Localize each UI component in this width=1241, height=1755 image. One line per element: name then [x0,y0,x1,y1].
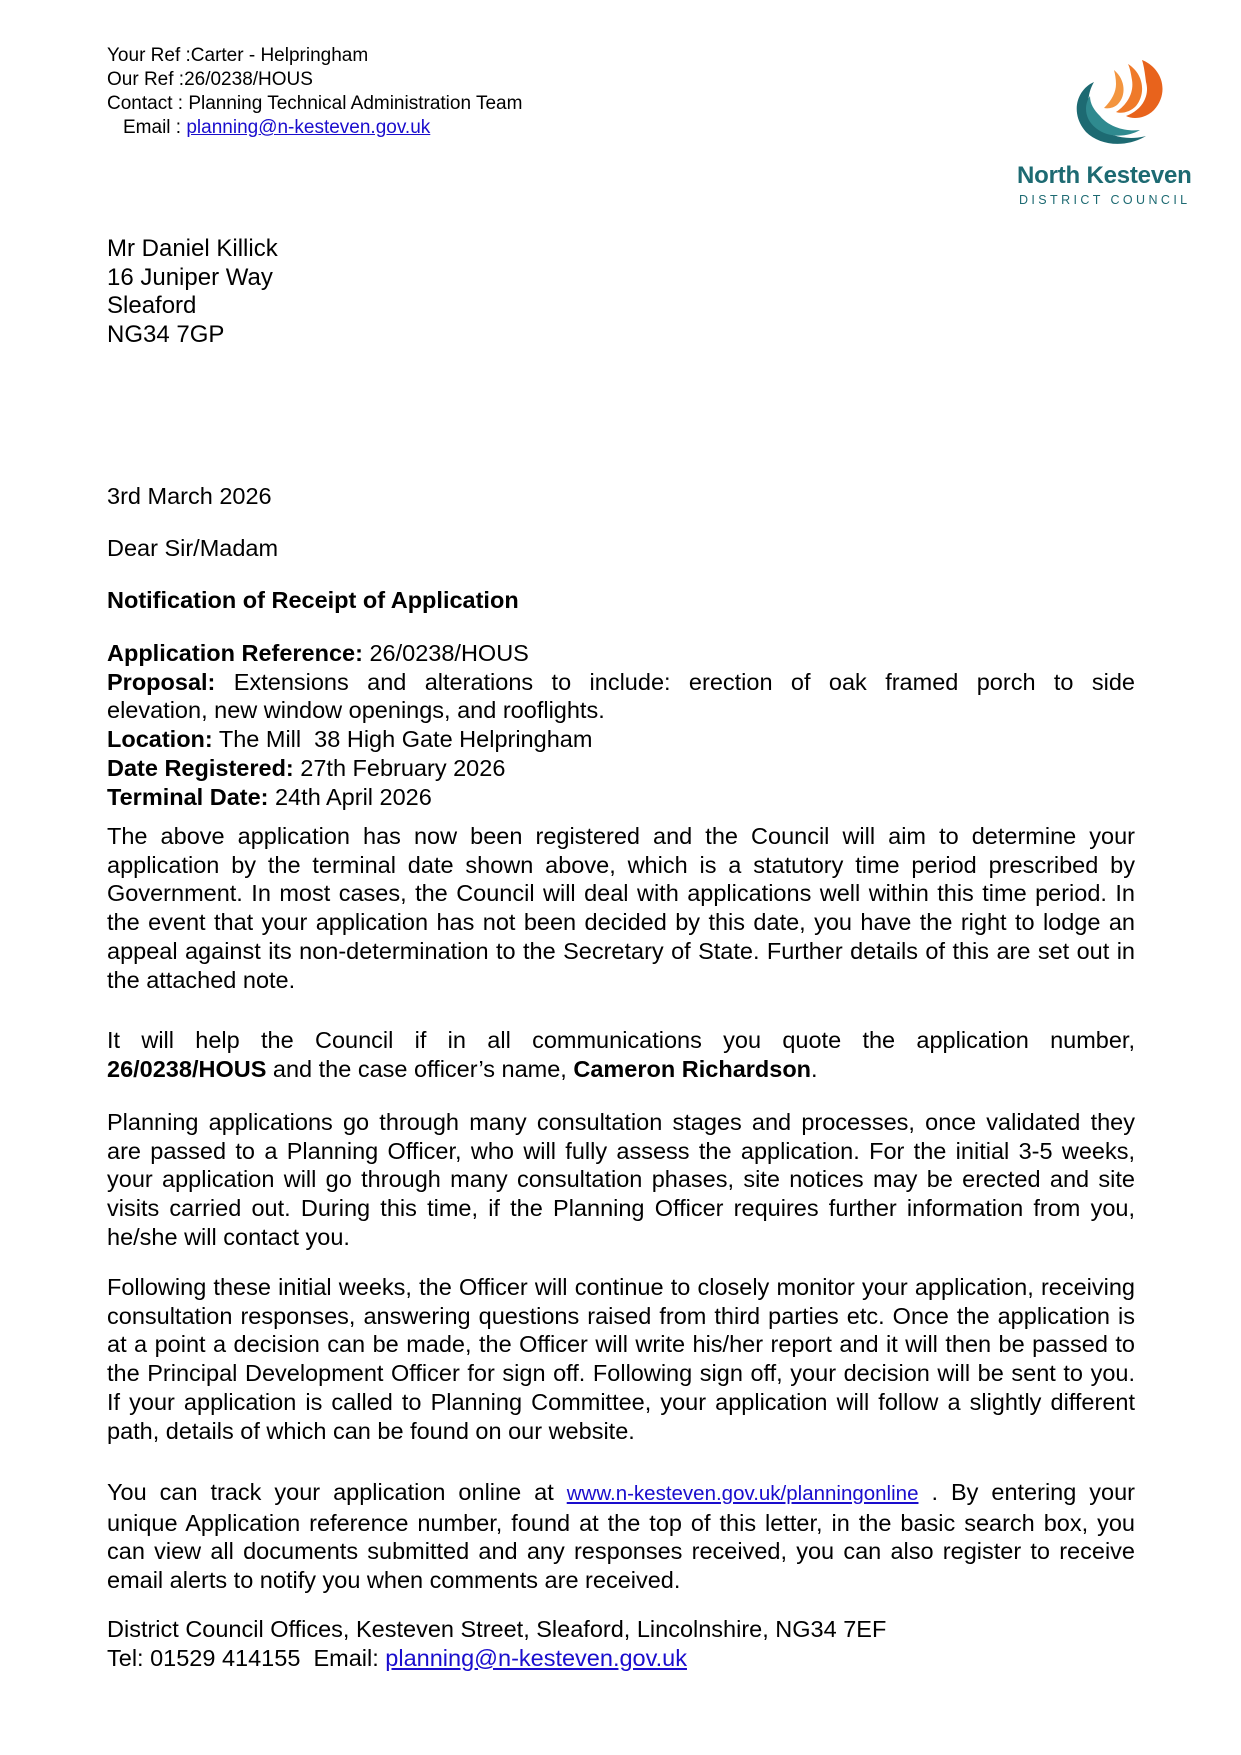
footer-offices: District Council Offices, Kesteven Street, Sleaford, Lincolnshire, NG34 7EF [107,1616,887,1642]
recipient-town: Sleaford [107,292,197,319]
app-ref-row [107,639,1135,668]
recipient-address [107,235,278,349]
paragraph-determination: The above application has now been registered and the Council will aim to determine your application by the terminal date shown above, which is a statutory time period prescribed by Government. In most cases, the Council will deal with applications well within this time period. In the event that your application has not been decided by this date, you have the right to lodge an appeal against its non-determination to the Secretary of State. Further details of this are set out in the attached note. [107,823,1135,993]
registered-value: 27th February 2026 [300,754,506,781]
header-references [107,44,522,140]
track-rest: . By entering your unique Application reference number, found at the top of this letter, in the basic search box, you can view all documents submitted and any responses received, you can also register to receive email alerts to notify you when comments are received. [107,1479,1135,1594]
paragraph-consultation: Planning applications go through many consultation stages and processes, once validated they are passed to a Planning Officer, who will fully assess the application. For the initial 3-5 weeks, your application will go through many consultation phases, site notices may be erected and site visits carried out. During this time, if the Planning Officer requires further information from you, he/she will contact you. [107,1109,1135,1250]
proposal-line1: Extensions and alterations to include: erection of oak framed porch to side [233,668,1136,695]
footer-contact [107,1615,1135,1672]
location-label: Location: [107,726,213,753]
email-label: Email : [123,117,182,138]
recipient-name: Mr Daniel Killick [107,235,278,262]
track-intro: You can track your application online at [107,1479,554,1505]
proposal-label: Proposal: [107,668,216,695]
registered-row [107,754,1135,783]
footer-tel: Tel: 01529 414155 Email: [107,1644,379,1671]
quote-end: . [811,1055,818,1082]
terminal-row [107,783,1135,812]
header-email-link[interactable]: planning@n-kesteven.gov.uk [186,117,431,138]
paragraph-process: Following these initial weeks, the Officer will continue to closely monitor your application, receiving consultation responses, answering questions raised from third parties etc. Once the application is at a point a decision can be made, the Officer will write his/her report and it will then be passed to the Principal Development Officer for sign off. Following sign off, your decision will be sent to you. If your application is called to Planning Committee, your application will follow a slightly different path, details of which can be found on our website. [107,1274,1135,1444]
app-ref-value: 26/0238/HOUS [369,640,529,666]
application-details [107,639,1135,811]
logo-name: North Kesteven [1017,162,1192,189]
planning-online-link[interactable]: www.n-kesteven.gov.uk/planningonline [566,1482,919,1505]
terminal-value: 24th April 2026 [275,783,432,810]
registered-label: Date Registered: [107,754,294,781]
app-ref-label: Application Reference: [107,640,363,666]
logo-subtitle: DISTRICT COUNCIL [1019,193,1191,207]
council-logo [1010,52,1215,212]
quote-app-ref: 26/0238/HOUS [107,1055,267,1082]
recipient-street: 16 Juniper Way [107,263,273,291]
footer-email-link[interactable]: planning@n-kesteven.gov.uk [385,1644,687,1671]
our-reference: Our Ref :26/0238/HOUS [107,69,313,90]
header-email-line [107,116,522,140]
quote-line1: It will help the Council if in all communications you quote the application number, [107,1027,1135,1053]
logo-swirl-icon [1050,52,1190,156]
quote-line2 [107,1055,1135,1084]
letter-heading: Notification of Receipt of Application [107,587,519,613]
case-officer-name: Cameron Richardson [573,1055,812,1082]
paragraph-track-online [107,1478,1135,1595]
letter-date: 3rd March 2026 [107,483,272,509]
location-row [107,725,1135,754]
quote-mid-text: and the case officer’s name, [272,1055,567,1082]
paragraph-quote-reference [107,1026,1135,1083]
proposal-line2: elevation, new window openings, and rooflights. [107,697,605,724]
footer-tel-line [107,1644,1135,1673]
salutation: Dear Sir/Madam [107,535,279,561]
terminal-label: Terminal Date: [107,783,269,810]
location-value: The Mill 38 High Gate Helpringham [218,726,593,753]
your-reference: Your Ref :Carter - Helpringham [107,45,369,66]
recipient-postcode: NG34 7GP [107,320,225,348]
contact-line: Contact : Planning Technical Administration Team [107,93,523,114]
proposal-row [107,668,1135,697]
